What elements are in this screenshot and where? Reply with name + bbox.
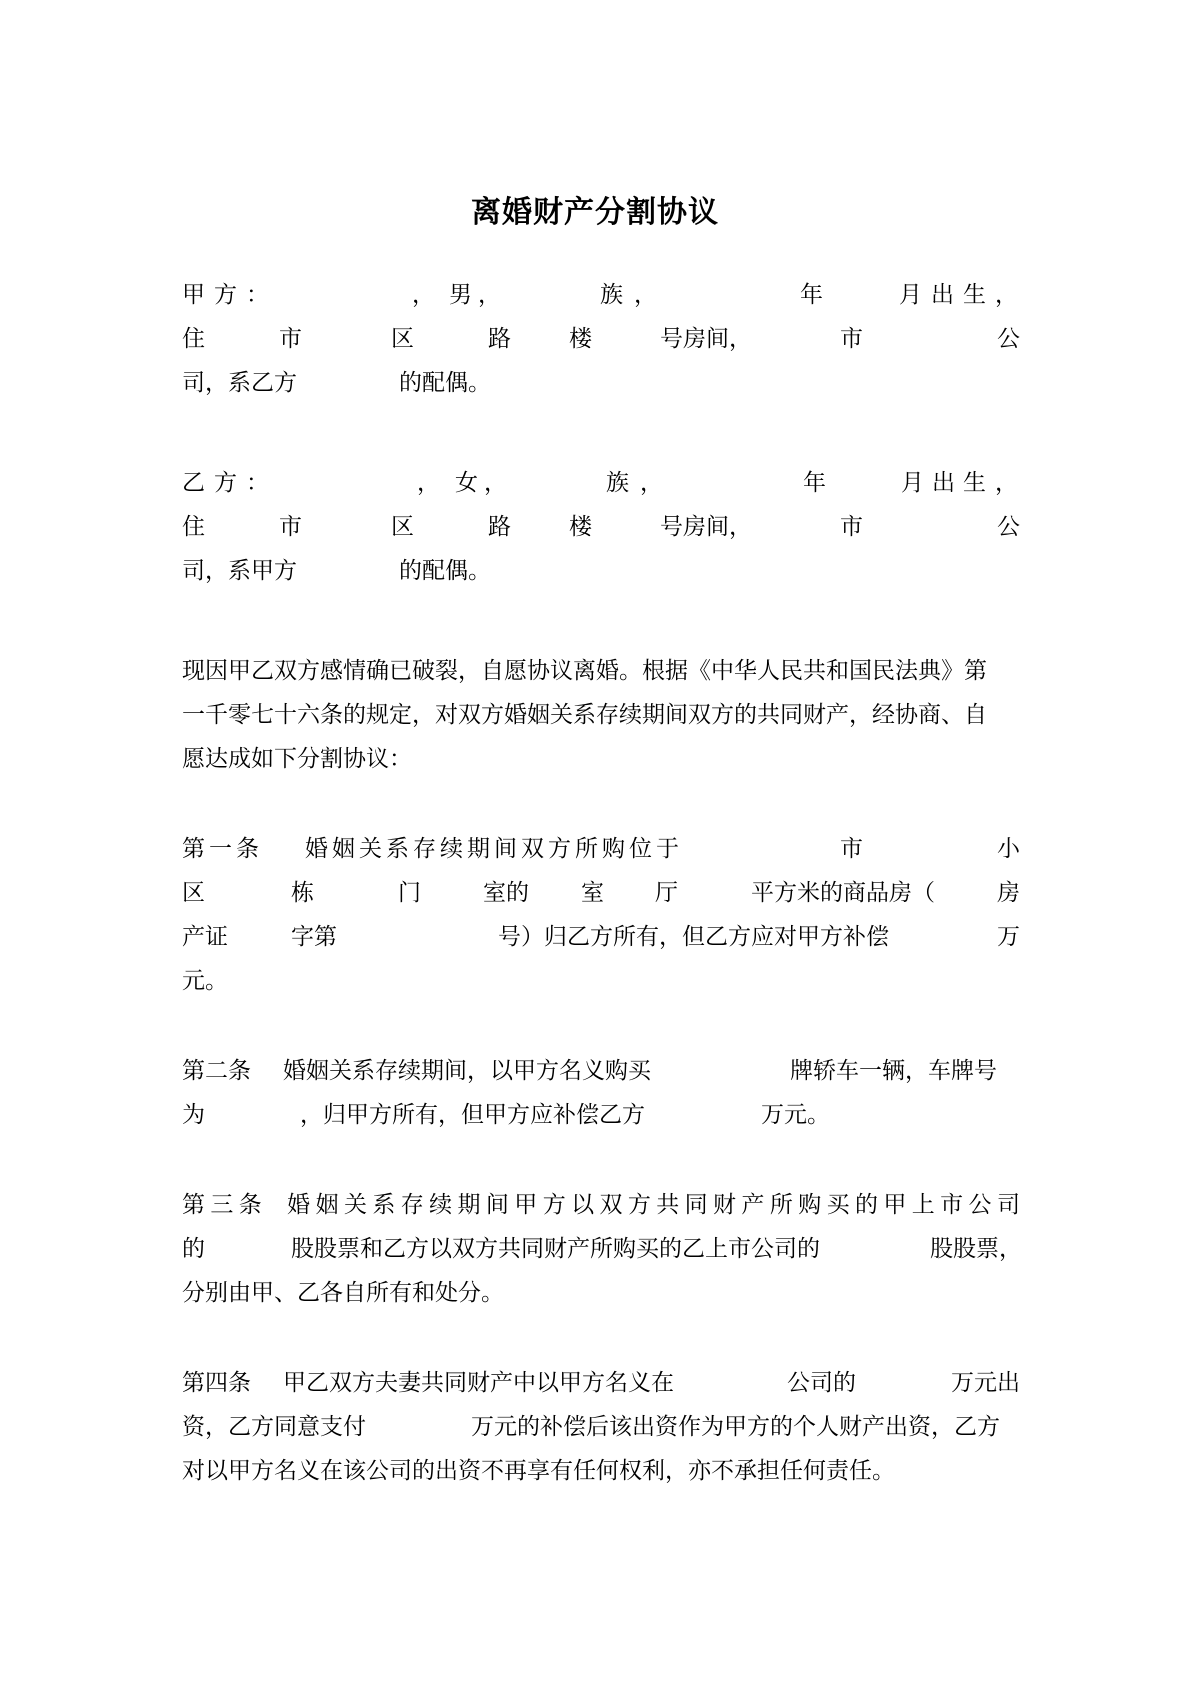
party-b-line-2 <box>182 507 1020 547</box>
text-segment: 姻 <box>315 1192 339 1218</box>
text-segment: 司，系乙方 <box>182 370 297 396</box>
text-segment: 续 <box>440 836 463 862</box>
text-segment: 条 <box>236 836 259 862</box>
text-segment: 公 <box>997 514 1020 540</box>
text-segment: 甲 <box>514 1192 538 1218</box>
text-segment: 市 <box>840 836 863 862</box>
party-b-line-3 <box>182 551 1020 591</box>
text-segment: 系 <box>386 836 409 862</box>
text-segment: 期 <box>457 1192 481 1218</box>
text-segment: 字第 <box>291 924 337 950</box>
text-segment: 的 <box>854 1192 878 1218</box>
text-segment: 股股票和乙方以双方共同财产所购买的乙上市公司的 <box>291 1236 820 1262</box>
text-segment: 股股票， <box>930 1236 1022 1262</box>
article-3-line-3: 分别由甲、乙各自所有和处分。 <box>182 1280 504 1306</box>
text-segment: 厅 <box>655 880 678 906</box>
text-segment: 续 <box>429 1192 453 1218</box>
text-segment: 同 <box>684 1192 708 1218</box>
text-segment: ， <box>995 282 1018 308</box>
article-1-line-3 <box>182 917 1020 957</box>
text-segment: 第二条 <box>182 1058 251 1084</box>
text-segment: 产证 <box>182 924 228 950</box>
text-segment: 关 <box>343 1192 367 1218</box>
text-segment: 姻 <box>332 836 355 862</box>
text-segment: 室的 <box>483 880 529 906</box>
text-segment: 公 <box>968 1192 992 1218</box>
text-segment: 婚 <box>305 836 328 862</box>
text-segment: 共 <box>656 1192 680 1218</box>
text-segment: 栋 <box>291 880 314 906</box>
text-segment: 市 <box>840 514 863 540</box>
text-segment: 双 <box>521 836 544 862</box>
text-segment: 一 <box>209 836 232 862</box>
party-a-line-1 <box>182 275 1020 315</box>
party-b-line-1 <box>182 463 1020 503</box>
text-segment: 资，乙方同意支付 <box>182 1414 366 1440</box>
text-segment: 第四条 <box>182 1370 251 1396</box>
text-segment: 产 <box>741 1192 765 1218</box>
text-segment: 门 <box>398 880 421 906</box>
text-segment: 婚 <box>287 1192 311 1218</box>
text-segment: 号房间， <box>660 326 752 352</box>
text-segment: 方 <box>548 836 571 862</box>
text-segment: 购 <box>602 836 625 862</box>
text-segment: 为 <box>182 1102 205 1128</box>
text-segment: 区 <box>391 326 414 352</box>
text-segment: ： <box>246 470 269 496</box>
text-segment: 财 <box>713 1192 737 1218</box>
text-segment: 月 <box>899 282 922 308</box>
text-segment: ， <box>640 470 663 496</box>
text-segment: 室 <box>581 880 604 906</box>
text-segment: 万 <box>997 924 1020 950</box>
text-segment: 第 <box>182 836 205 862</box>
text-segment: 的 <box>182 1236 205 1262</box>
text-segment: 所 <box>769 1192 793 1218</box>
text-segment: 市 <box>279 326 302 352</box>
text-segment: 于 <box>656 836 679 862</box>
text-segment: 条 <box>238 1192 262 1218</box>
text-segment: 年 <box>803 470 826 496</box>
text-segment: 甲乙双方夫妻共同财产中以甲方名义在 <box>283 1370 674 1396</box>
text-segment: 平方米的商品房（ <box>751 880 935 906</box>
text-segment: 生 <box>963 282 986 308</box>
article-3-line-2 <box>182 1229 1020 1269</box>
text-segment: 市 <box>279 514 302 540</box>
text-segment: 万元出 <box>951 1370 1020 1396</box>
text-segment: ， <box>634 282 657 308</box>
text-segment: 出 <box>931 282 954 308</box>
document-title: 离婚财产分割协议 <box>471 195 719 230</box>
text-segment: 第 <box>182 1192 205 1218</box>
text-segment: 司，系甲方 <box>182 558 297 584</box>
text-segment: 公 <box>997 326 1020 352</box>
text-segment: 以 <box>571 1192 595 1218</box>
text-segment: 公司的 <box>787 1370 856 1396</box>
text-segment: 区 <box>391 514 414 540</box>
text-segment: 间 <box>485 1192 509 1218</box>
text-segment: 生 <box>963 470 986 496</box>
text-segment: 方 <box>542 1192 566 1218</box>
text-segment: 系 <box>372 1192 396 1218</box>
text-segment: 出 <box>932 470 955 496</box>
text-segment: 男 <box>449 282 472 308</box>
text-segment: 婚姻关系存续期间，以甲方名义购买 <box>283 1058 651 1084</box>
article-4-line-3: 对以甲方名义在该公司的出资不再享有任何权利，亦不承担任何责任。 <box>182 1458 895 1484</box>
text-segment: 甲 <box>883 1192 907 1218</box>
article-1-line-4: 元。 <box>182 968 228 994</box>
text-segment: 的配偶。 <box>399 558 491 584</box>
text-segment: 房 <box>997 880 1020 906</box>
text-segment: 存 <box>413 836 436 862</box>
text-segment: 小 <box>997 836 1020 862</box>
article-3-line-1 <box>182 1185 1020 1225</box>
text-segment: 住 <box>182 326 205 352</box>
text-segment: 的配偶。 <box>399 370 491 396</box>
text-segment: 族 <box>600 282 623 308</box>
text-segment: 方 <box>214 470 237 496</box>
text-segment: 关 <box>359 836 382 862</box>
text-segment: ， <box>484 470 507 496</box>
article-1-line-1 <box>182 829 1020 869</box>
text-segment: 方 <box>214 282 237 308</box>
text-segment: 路 <box>488 514 511 540</box>
text-segment: 住 <box>182 514 205 540</box>
text-segment: 月 <box>901 470 924 496</box>
intro-line-3: 愿达成如下分割协议： <box>182 746 412 772</box>
text-segment: 甲 <box>182 282 205 308</box>
text-segment: 间 <box>494 836 517 862</box>
party-a-line-2 <box>182 319 1020 359</box>
intro-line-1: 现因甲乙双方感情确已破裂，自愿协议离婚。根据《中华人民共和国民法典》第 <box>182 658 987 684</box>
text-segment: ， <box>478 282 501 308</box>
text-segment: 号）归乙方所有，但乙方应对甲方补偿 <box>498 924 889 950</box>
text-segment: 买 <box>826 1192 850 1218</box>
text-segment: 牌轿车一辆，车牌号 <box>790 1058 997 1084</box>
text-segment: 路 <box>488 326 511 352</box>
article-2-line-2 <box>182 1095 1020 1135</box>
text-segment: 年 <box>800 282 823 308</box>
text-segment: 市 <box>840 326 863 352</box>
text-segment: 方 <box>627 1192 651 1218</box>
text-segment: 万元的补偿后该出资作为甲方的个人财产出资，乙方 <box>471 1414 1000 1440</box>
intro-line-2: 一千零七十六条的规定，对双方婚姻关系存续期间双方的共同财产，经协商、自 <box>182 702 987 728</box>
text-segment: 双 <box>599 1192 623 1218</box>
article-4-line-1 <box>182 1363 1020 1403</box>
text-segment: 司 <box>996 1192 1020 1218</box>
text-segment: 区 <box>182 880 205 906</box>
text-segment: 乙 <box>182 470 205 496</box>
text-segment: 期 <box>467 836 490 862</box>
text-segment: ， <box>412 282 435 308</box>
text-segment: ： <box>246 282 269 308</box>
text-segment: 楼 <box>569 326 592 352</box>
article-2-line-1 <box>182 1051 1020 1091</box>
text-segment: 购 <box>798 1192 822 1218</box>
text-segment: 存 <box>400 1192 424 1218</box>
article-1-line-2 <box>182 873 1020 913</box>
article-4-line-2 <box>182 1407 1020 1447</box>
text-segment: 位 <box>629 836 652 862</box>
text-segment: 三 <box>210 1192 234 1218</box>
text-segment: 万元。 <box>761 1102 830 1128</box>
text-segment: ， <box>417 470 440 496</box>
text-segment: 族 <box>606 470 629 496</box>
text-segment: 楼 <box>569 514 592 540</box>
text-segment: 所 <box>575 836 598 862</box>
text-segment: 市 <box>940 1192 964 1218</box>
text-segment: 上 <box>911 1192 935 1218</box>
text-segment: ，归甲方所有，但甲方应补偿乙方 <box>300 1102 645 1128</box>
text-segment: 号房间， <box>660 514 752 540</box>
party-a-line-3 <box>182 363 1020 403</box>
text-segment: 女 <box>455 470 478 496</box>
text-segment: ， <box>995 470 1018 496</box>
